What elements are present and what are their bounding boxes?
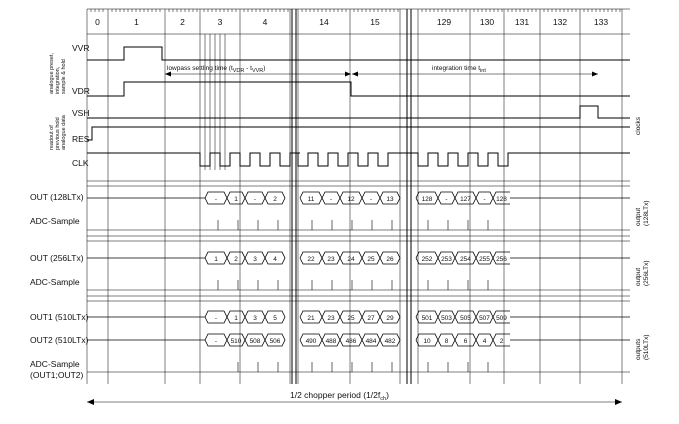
bus-cell-bus-out2-1: 510 <box>230 338 242 345</box>
bus-cell-bus-out256-0: 1 <box>214 256 218 263</box>
bus-cell-bus-out256-13: 256 <box>496 256 507 263</box>
bus-cell-bus-out256-2: 3 <box>253 256 257 263</box>
waveform-clk <box>87 153 630 166</box>
bus-cell-bus-out1-0: - <box>214 315 218 322</box>
bus-cell-bus-out128-3: 2 <box>273 196 277 203</box>
bus-cell-bus-out2-12: 4 <box>482 338 487 345</box>
svg-text:(256LTx): (256LTx) <box>643 260 650 286</box>
bus-cell-bus-out1-6: 25 <box>347 315 355 322</box>
period-label-132: 132 <box>552 17 568 27</box>
bus-out128 <box>87 192 630 204</box>
waveform-vvr <box>87 47 630 60</box>
signal-label-vvr: VVR <box>72 43 90 53</box>
bus-cell-bus-out2-8: 482 <box>384 338 396 345</box>
waveform-res <box>87 127 630 140</box>
bus-cell-bus-out128-8: 13 <box>386 196 394 203</box>
bus-cell-bus-out128-2: - <box>253 196 257 203</box>
bus-cell-bus-out2-13: 2 <box>499 338 504 345</box>
bus-cell-bus-out128-13: 128 <box>496 196 507 203</box>
bus-cell-bus-out128-10: - <box>445 196 448 203</box>
svg-text:(128LTx): (128LTx) <box>643 200 650 226</box>
svg-text:previous hold: previous hold <box>55 117 61 150</box>
period-label-4: 4 <box>262 17 268 27</box>
bus-cell-bus-out128-0: - <box>214 196 218 203</box>
signal-label-clk: CLK <box>72 158 89 168</box>
svg-text:analogue data: analogue data <box>61 115 67 150</box>
output256-group-label <box>635 260 650 286</box>
bus-cell-bus-out1-4: 21 <box>307 315 315 322</box>
period-label-129: 129 <box>436 17 452 27</box>
bus-cell-bus-out1-3: 5 <box>273 315 277 322</box>
bus-cell-bus-out1-5: 23 <box>327 315 335 322</box>
period-label-15: 15 <box>370 17 380 27</box>
signal-label-res: RES <box>72 134 90 144</box>
readout-group-label <box>49 114 67 150</box>
period-labels <box>95 17 608 27</box>
signal-label-out128: OUT (128LTx) <box>30 192 84 202</box>
signal-label-out2: OUT2 (510LTx) <box>30 335 89 345</box>
waveform-vsh <box>87 106 630 118</box>
bus-cell-bus-out128-12: - <box>483 196 486 203</box>
signal-label-vsh: VSH <box>72 108 90 118</box>
bus-cell-bus-out1-13: 509 <box>496 315 507 322</box>
bus-cell-bus-out1-9: 501 <box>421 315 433 322</box>
chopper-period-label: 1/2 chopper period $(1/2f_{ch})$ <box>290 390 389 402</box>
adc-sample-256 <box>87 280 630 290</box>
bus-cell-bus-out256-5: 23 <box>327 256 335 263</box>
bus-cell-bus-out128-11: 127 <box>460 196 471 203</box>
adc-sample-510 <box>87 362 630 372</box>
bus-out2 <box>87 334 630 346</box>
bus-cell-bus-out2-7: 484 <box>365 338 377 345</box>
signal-label-adc2: ADC-Sample <box>30 277 80 287</box>
bus-cell-bus-out256-1: 2 <box>234 256 238 263</box>
clocks-group-label: clocks <box>635 116 642 135</box>
bus-cell-bus-out256-3: 4 <box>273 256 277 263</box>
svg-text:outputs: outputs <box>635 338 642 360</box>
bus-cell-bus-out1-8: 29 <box>386 315 394 322</box>
output128-group-label <box>635 200 650 226</box>
svg-text:integration,: integration, <box>55 66 61 94</box>
bus-cell-bus-out1-1: 1 <box>234 315 238 322</box>
bus-cell-bus-out1-12: 507 <box>479 315 490 322</box>
signal-label-adc3-line1: ADC-Sample <box>30 359 80 369</box>
bus-cell-bus-out1-10: 503 <box>441 315 452 322</box>
bus-cell-bus-out256-8: 26 <box>386 256 394 263</box>
bus-cell-bus-out128-1: 1 <box>234 196 238 203</box>
bus-cell-bus-out2-3: 506 <box>269 338 281 345</box>
output510-group-label <box>635 334 650 360</box>
bus-out256 <box>87 252 630 264</box>
bus-cell-bus-out128-6: 12 <box>347 196 355 203</box>
adc-sample-128 <box>87 220 630 230</box>
integration-time-arrow <box>352 72 598 77</box>
section-separators <box>87 181 630 301</box>
svg-text:(510LTx): (510LTx) <box>643 334 650 360</box>
integration-time-label: integration time $t_{int}$ <box>432 65 486 74</box>
signal-label-adc1: ADC-Sample <box>30 216 80 226</box>
bus-cell-bus-out256-9: 252 <box>421 256 433 263</box>
signal-label-adc3-line2: (OUT1;OUT2) <box>30 370 84 380</box>
bus-cell-bus-out256-10: 253 <box>441 256 452 263</box>
waveform-vdr <box>87 82 630 96</box>
svg-text:output: output <box>635 207 642 226</box>
period-label-133: 133 <box>593 17 609 27</box>
bus-cell-bus-out256-7: 25 <box>367 256 375 263</box>
period-label-3: 3 <box>217 17 223 27</box>
bus-cell-bus-out1-7: 27 <box>367 315 375 322</box>
signal-label-out256: OUT (256LTx) <box>30 253 84 263</box>
svg-text:readout of: readout of <box>49 125 55 150</box>
svg-text:sample & hold: sample & hold <box>61 59 67 94</box>
bus-cell-bus-out128-4: 11 <box>307 196 315 203</box>
period-label-14: 14 <box>319 17 329 27</box>
bus-out1 <box>87 311 630 323</box>
bus-cell-bus-out2-0: - <box>214 338 218 345</box>
bus-cell-bus-out2-2: 508 <box>249 338 261 345</box>
signal-label-out1: OUT1 (510LTx) <box>30 312 89 322</box>
bus-cell-bus-out1-11: 505 <box>460 315 471 322</box>
bus-cell-bus-out2-4: 490 <box>305 338 317 345</box>
bus-cell-bus-out128-7: - <box>369 196 373 203</box>
signal-label-vdr: VDR <box>72 86 90 96</box>
period-header <box>87 9 630 34</box>
bus-cell-bus-out2-9: 10 <box>423 338 431 345</box>
period-ticks <box>91 9 620 12</box>
bus-cell-bus-out128-9: 128 <box>421 196 433 203</box>
bus-cell-bus-out2-10: 8 <box>444 338 449 345</box>
lowpass-settling-label: lowpass settling time $(t_{VDR} - t_{VVR})$ <box>167 65 266 74</box>
bus-cell-bus-out128-5: - <box>329 196 333 203</box>
period-label-130: 130 <box>479 17 495 27</box>
period-label-131: 131 <box>514 17 530 27</box>
period-label-2: 2 <box>180 17 185 27</box>
bus-cell-bus-out2-5: 488 <box>325 338 337 345</box>
bus-cell-bus-out2-6: 486 <box>345 338 357 345</box>
svg-text:output: output <box>635 267 642 286</box>
bus-cell-bus-out256-12: 255 <box>479 256 490 263</box>
bus-cell-bus-out256-6: 24 <box>347 256 355 263</box>
bus-cell-bus-out256-11: 254 <box>460 256 471 263</box>
analogue-group-label <box>49 53 67 94</box>
svg-text:analogue preset,: analogue preset, <box>49 53 55 94</box>
bus-cell-bus-out256-4: 22 <box>307 256 315 263</box>
period-label-1: 1 <box>134 17 139 27</box>
bus-cell-bus-out2-11: 6 <box>463 338 468 345</box>
bus-cell-bus-out1-2: 3 <box>253 315 257 322</box>
period-label-0: 0 <box>95 17 100 27</box>
